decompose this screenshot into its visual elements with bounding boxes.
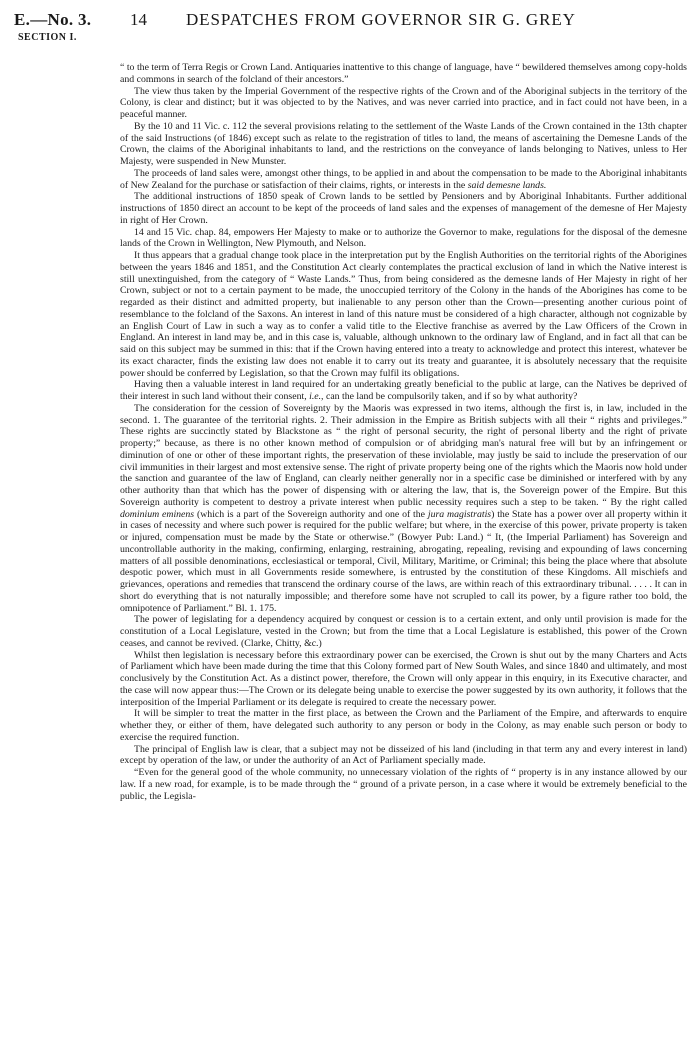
paragraph: The power of legislating for a dependency acquired by conquest or cession is to a certain extent, and only until provision is made for the constitution of a Local Legislature, vested in the Crown; but from the time that a Local Legislature is established, this power of the Crown ceases, and cannot be revived. (Clarke, Chitty, &c.) [120,614,687,649]
text-run: The consideration for the cession of Sovereignty by the Maoris was expressed in two items, although the first is, in law, included in the second. 1. The guarantee of the territorial rights. 2. Their admission in the Empire as British subjects with all their “ rights and privileges.” These rights are succinctly stated by Blackstone as “ the right of personal security, the right of personal liberty and the right of private property;” because, as there is no other known method of compulsion or of abridging man's natural free will but by an infringement or diminution of one or other of these important rights, the preservation of these inviolable, may justly be said to include the preservation of our civil immunities in their largest and most extensive sense. The right of private property being one of the rights which the Maoris now hold under the sanction and guarantee of the law of England, can clearly neither generally nor in a specific case be diminished or interfered with by any other authority than that which has the power of dispensing with or altering the law, that is, the Sovereign power of the Empire. But this Sovereign authority is competent to destroy a private interest when public necessity requires such a step to be taken. “ By the right called [120,402,687,508]
italic-text: said demesne lands. [467,179,547,191]
paragraph-quote-continuation: “ to the term of Terra Regis or Crown Land. Antiquaries inattentive to this change of language, have “ bewildered themselves among copy-holds and commons in search of the folcland of their ancestors.” [120,62,687,85]
paragraph: The additional instructions of 1850 speak of Crown lands to be settled by Pensioners and by Aboriginal Inhabitants. Further additional instructions of 1850 direct an account to be kept of the proceeds of land sales and the expenses of management of the demesne of Her Majesty in right of Her Crown. [120,191,687,226]
italic-text: jura magistratis [427,508,492,520]
paragraph: It will be simpler to treat the matter in the first place, as between the Crown and the Parliament of the Empire, and afterwards to enquire whether they, or either of them, have delegated such authority to any person or body in the Colony, as may enable such person or body to exercise the required function. [120,708,687,743]
text-run: can the land be compulsorily taken, and if so by what authority? [323,391,578,402]
italic-text: dominium eminens [120,508,195,520]
paragraph: It thus appears that a gradual change took place in the interpretation put by the English Authorities on the territorial rights of the Aborigines between the years 1846 and 1851, and the Constitution Act clearly contemplates the practical exclusion of land in which the Native interest is still unextinguished, from the category of “ Waste Lands.” Thus, from being considered as the demesne lands of Her Majesty in right of her Crown, subject or not to a certain payment to be made, the unoccupied territory of the Colony in the hands of the Aborigines has come to be regarded as their distinct and admitted property, but inalienable to any person other than the Crown—presenting another curious point of resemblance to the folcland of the Saxons. An interest in land of this nature must be considered of a high character, although not cognizable by an English Court of Law in such a way as to confer a valid title to the Elective franchise as averred by the Law Officers of the Crown in England. An interest in land may be, and in this case is, valuable, although unknown to the ordinary law of England, and in fact all that can be said on this subject may be summed in this: that if the Crown having entered into a treaty to acknowledge and protect this interest, whatever be its exact character, finds the existing law does not enable it to carry out its treaty and guarantee, it is absolutely necessary that the requisite power should be conferred by Legislation, so that the Crown may fulfil its obligations. [120,250,687,379]
paragraph: By the 10 and 11 Vic. c. 112 the several provisions relating to the settlement of the Waste Lands of the Crown contained in the 13th chapter of the said Instructions (of 1846) except such as relate to the registration of titles to land, the means of ascertaining the Demesne Lands of the Crown, the claims of the Aboriginal inhabitants to land, and the restrictions on the conveyance of lands belonging to Natives, unless to Her Majesty, were suspended in New Munster. [120,120,687,167]
text-run: (which is a part of the Sovereign authority and one of the [194,508,428,520]
page-header [14,10,690,44]
text-run: The proceeds of land sales were, amongst other things, to be applied in and about the compensation to be made to the Aboriginal inhabitants of New Zealand for the purchase or satisfaction of their claims, rights, or interests in the [120,167,687,191]
text-run: Having then a valuable interest in land required for an undertaking greatly beneficial to the public at large, can the Natives be deprived of their interest in such land without their consent, [120,379,687,402]
paragraph [120,379,687,403]
paragraph [120,403,687,615]
paragraph: 14 and 15 Vic. chap. 84, empowers Her Majesty to make or to authorize the Governor to make, regulations for the disposal of the demesne lands of the Crown in Wellington, New Plymouth, and Nelson. [120,226,687,250]
paragraph: The principal of English law is clear, that a subject may not be disseized of his land (including in that term any and every interest in land) except by operation of the law, or under the authority of an Act of Parliament specially made. [120,743,687,767]
document-body [120,62,687,802]
document-number: E.—No. 3. [14,10,92,29]
page-number: 14 [130,10,147,29]
paragraph: Whilst then legislation is necessary before this extraordinary power can be exercised, the Crown is shut out by the many Charters and Acts of Parliament which have been made during the time that this Colony formed part of New South Wales, and since 1840 and ultimately, and most conclusively by the Constitution Act. As a distinct power, therefore, the Crown will only appear in this enquiry, in its Executive character, and the case will now appear thus:—The Crown or its delegate being unable to exercise the power suggested by its own authority, it follows that the interposition of the Imperial Parliament or its delegate is required to create the necessary power. [120,649,687,708]
italic-text: i.e., [309,391,324,402]
paragraph [120,168,687,192]
running-title: DESPATCHES FROM GOVERNOR SIR G. GREY [186,10,576,29]
paragraph: The view thus taken by the Imperial Government of the respective rights of the Crown and of the Aboriginal subjects in the territory of the Colony, is clear and distinct; but it was objected to by the Natives, and was never carried into practice, and in fact could not have been, in a peaceful manner. [120,85,687,120]
section-label: SECTION I. [18,32,77,43]
text-run: ) the State has a power over all property within it in cases of necessity and where such power is required for the public welfare; but where, in the exercise of this power, private property is taken or injured, compensation must be made by the State or otherwise.” (Bowyer Pub: Land.) “ It, (the Imperial Parliament) has Sovereign and uncontrollable authority in the making, confirming, enlarging, restraining, abrogating, repealing, revising and expounding of laws concerning matters of all possible denominations, ecclesiastical or temporal, Civil, Military, Maritime, or Criminal; this being the place where that absolute despotic power, which must in all Governments reside somewhere, is entrusted by the constitution of these Kingdoms. All mischiefs and grievances, operations and remedies that transcend the ordinary course of the laws, are within reach of this extraordinary tribunal. . . . . It can in short do everything that is not naturally impossible; and therefore some have not scrupled to call its power, by a figure rather too bold, the omnipotence of Parliament.” Bl. 1. 175. [120,508,687,614]
paragraph: “Even for the general good of the whole community, no unnecessary violation of the rights of “ property is in any instance allowed by our law. If a new road, for example, is to be made through the “ ground of a private person, in a case where it would be extremely beneficial to the public, the Legisla- [120,767,687,802]
